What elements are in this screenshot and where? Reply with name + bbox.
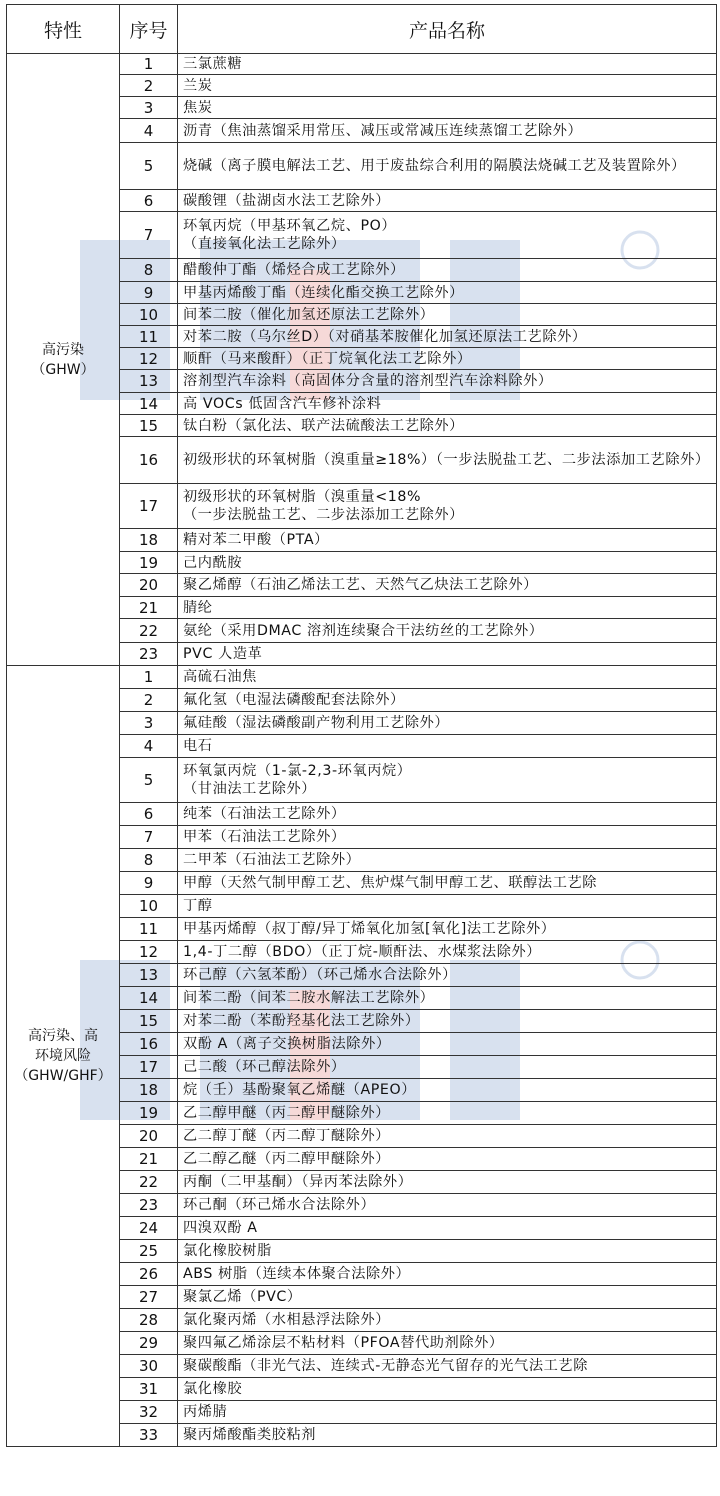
row-number: 19 bbox=[120, 552, 178, 574]
product-name: 钛白粉（氯化法、联产法硫酸法工艺除外） bbox=[178, 415, 717, 437]
row-number: 22 bbox=[120, 1171, 178, 1194]
product-name: 纯苯（石油法工艺除外） bbox=[178, 803, 717, 826]
row-number: 32 bbox=[120, 1401, 178, 1424]
row-number: 26 bbox=[120, 1263, 178, 1286]
row-number: 18 bbox=[120, 1079, 178, 1102]
row-number: 31 bbox=[120, 1378, 178, 1401]
product-name: 腈纶 bbox=[178, 597, 717, 619]
product-name: 甲醇（天然气制甲醇工艺、焦炉煤气制甲醇工艺、联醇法工艺除 bbox=[178, 872, 717, 895]
row-number: 1 bbox=[120, 54, 178, 75]
product-name: 沥青（焦油蒸馏采用常压、减压或常减压连续蒸馏工艺除外） bbox=[178, 119, 717, 143]
product-name: 氨纶（采用DMAC 溶剂连续聚合干法纺丝的工艺除外） bbox=[178, 619, 717, 643]
product-table bbox=[6, 4, 717, 1447]
product-name: 顺酐（马来酸酐）（正丁烷氧化法工艺除外） bbox=[178, 348, 717, 370]
row-number: 11 bbox=[120, 326, 178, 348]
row-number: 3 bbox=[120, 712, 178, 735]
product-name: 氯化橡胶树脂 bbox=[178, 1240, 717, 1263]
product-name: 己内酰胺 bbox=[178, 552, 717, 574]
row-number: 10 bbox=[120, 895, 178, 918]
row-number: 23 bbox=[120, 1194, 178, 1217]
row-number: 16 bbox=[120, 437, 178, 484]
category-cell bbox=[7, 54, 120, 666]
table-row bbox=[7, 54, 717, 75]
row-number: 8 bbox=[120, 259, 178, 282]
row-number: 4 bbox=[120, 735, 178, 758]
product-name: 氟硅酸（湿法磷酸副产物利用工艺除外） bbox=[178, 712, 717, 735]
row-number: 2 bbox=[120, 75, 178, 97]
product-name: 间苯二酚（间苯二胺水解法工艺除外） bbox=[178, 987, 717, 1010]
row-number: 14 bbox=[120, 393, 178, 415]
product-name: 精对苯二甲酸（PTA） bbox=[178, 529, 717, 552]
row-number: 5 bbox=[120, 143, 178, 190]
product-name: 己二酸（环己醇法除外） bbox=[178, 1056, 717, 1079]
product-name: ABS 树脂（连续本体聚合法除外） bbox=[178, 1263, 717, 1286]
product-name: 醋酸仲丁酯（烯烃合成工艺除外） bbox=[178, 259, 717, 282]
product-name: 聚乙烯醇（石油乙烯法工艺、天然气乙炔法工艺除外） bbox=[178, 574, 717, 597]
product-name: 甲基丙烯酸丁酯（连续化酯交换工艺除外） bbox=[178, 282, 717, 304]
row-number: 9 bbox=[120, 282, 178, 304]
product-name: 乙二醇乙醚（丙二醇甲醚除外） bbox=[178, 1148, 717, 1171]
product-name: 烧碱（离子膜电解法工艺、用于废盐综合利用的隔膜法烧碱工艺及装置除外） bbox=[178, 143, 717, 190]
category-label-line: 高污染 bbox=[42, 341, 84, 358]
product-name: 对苯二胺（乌尔丝D）（对硝基苯胺催化加氢还原法工艺除外） bbox=[178, 326, 717, 348]
row-number: 28 bbox=[120, 1309, 178, 1332]
row-number: 15 bbox=[120, 1010, 178, 1033]
row-number: 6 bbox=[120, 803, 178, 826]
product-name: 丙烯腈 bbox=[178, 1401, 717, 1424]
product-name: 间苯二胺（催化加氢还原法工艺除外） bbox=[178, 304, 717, 326]
product-name: 碳酸锂（盐湖卤水法工艺除外） bbox=[178, 190, 717, 212]
product-name: 电石 bbox=[178, 735, 717, 758]
product-name: 聚氯乙烯（PVC） bbox=[178, 1286, 717, 1309]
row-number: 7 bbox=[120, 212, 178, 259]
row-number: 20 bbox=[120, 574, 178, 597]
product-name: 环己醇（六氢苯酚）（环己烯水合法除外） bbox=[178, 964, 717, 987]
product-name: 初级形状的环氧树脂（溴重量<18% （一步法脱盐工艺、二步法添加工艺除外） bbox=[178, 484, 717, 529]
row-number: 3 bbox=[120, 97, 178, 119]
product-name: 环己酮（环己烯水合法除外） bbox=[178, 1194, 717, 1217]
table-row bbox=[7, 666, 717, 689]
product-name: 氯化橡胶 bbox=[178, 1378, 717, 1401]
product-name: 乙二醇丁醚（丙二醇丁醚除外） bbox=[178, 1125, 717, 1148]
header-property: 特性 bbox=[7, 5, 120, 54]
row-number: 16 bbox=[120, 1033, 178, 1056]
row-number: 14 bbox=[120, 987, 178, 1010]
product-name: 二甲苯（石油法工艺除外） bbox=[178, 849, 717, 872]
row-number: 4 bbox=[120, 119, 178, 143]
row-number: 25 bbox=[120, 1240, 178, 1263]
row-number: 17 bbox=[120, 484, 178, 529]
product-name: PVC 人造革 bbox=[178, 643, 717, 666]
category-label-line: 环境风险 bbox=[35, 1048, 91, 1064]
row-number: 19 bbox=[120, 1102, 178, 1125]
product-name: 丁醇 bbox=[178, 895, 717, 918]
row-number: 12 bbox=[120, 941, 178, 964]
product-name: 溶剂型汽车涂料（高固体分含量的溶剂型汽车涂料除外） bbox=[178, 370, 717, 393]
header-number: 序号 bbox=[120, 5, 178, 54]
row-number: 5 bbox=[120, 758, 178, 803]
product-name: 聚四氟乙烯涂层不粘材料（PFOA替代助剂除外） bbox=[178, 1332, 717, 1355]
product-name: 1,4-丁二醇（BDO）（正丁烷-顺酐法、水煤浆法除外） bbox=[178, 941, 717, 964]
row-number: 21 bbox=[120, 597, 178, 619]
row-number: 9 bbox=[120, 872, 178, 895]
row-number: 11 bbox=[120, 918, 178, 941]
product-name: 丙酮（二甲基酮）（异丙苯法除外） bbox=[178, 1171, 717, 1194]
product-name: 环氧丙烷（甲基环氧乙烷、PO） （直接氧化法工艺除外） bbox=[178, 212, 717, 259]
row-number: 33 bbox=[120, 1424, 178, 1447]
product-name: 甲苯（石油法工艺除外） bbox=[178, 826, 717, 849]
product-name: 双酚 A（离子交换树脂法除外） bbox=[178, 1033, 717, 1056]
row-number: 1 bbox=[120, 666, 178, 689]
category-cell bbox=[7, 666, 120, 1447]
product-name: 兰炭 bbox=[178, 75, 717, 97]
row-number: 17 bbox=[120, 1056, 178, 1079]
category-label-line: （GHW/GHF） bbox=[14, 1068, 112, 1084]
product-name: 环氧氯丙烷（1-氯-2,3-环氧丙烷） （甘油法工艺除外） bbox=[178, 758, 717, 803]
row-number: 24 bbox=[120, 1217, 178, 1240]
product-name: 焦炭 bbox=[178, 97, 717, 119]
row-number: 22 bbox=[120, 619, 178, 643]
row-number: 21 bbox=[120, 1148, 178, 1171]
row-number: 13 bbox=[120, 370, 178, 393]
category-label-line: （GHW） bbox=[31, 361, 95, 378]
product-name: 甲基丙烯醇（叔丁醇/异丁烯氧化加氢[氧化]法工艺除外） bbox=[178, 918, 717, 941]
product-name: 烷（壬）基酚聚氧乙烯醚（APEO） bbox=[178, 1079, 717, 1102]
product-name: 初级形状的环氧树脂（溴重量≥18%）（一步法脱盐工艺、二步法添加工艺除外） bbox=[178, 437, 717, 484]
product-name: 乙二醇甲醚（丙二醇甲醚除外） bbox=[178, 1102, 717, 1125]
row-number: 6 bbox=[120, 190, 178, 212]
product-name: 高硫石油焦 bbox=[178, 666, 717, 689]
row-number: 23 bbox=[120, 643, 178, 666]
product-name: 三氯蔗糖 bbox=[178, 54, 717, 75]
row-number: 29 bbox=[120, 1332, 178, 1355]
product-name: 对苯二酚（苯酚羟基化法工艺除外） bbox=[178, 1010, 717, 1033]
row-number: 15 bbox=[120, 415, 178, 437]
row-number: 8 bbox=[120, 849, 178, 872]
row-number: 2 bbox=[120, 689, 178, 712]
table-body bbox=[7, 54, 717, 1447]
row-number: 10 bbox=[120, 304, 178, 326]
row-number: 27 bbox=[120, 1286, 178, 1309]
row-number: 20 bbox=[120, 1125, 178, 1148]
product-name: 四溴双酚 A bbox=[178, 1217, 717, 1240]
row-number: 18 bbox=[120, 529, 178, 552]
product-name: 氟化氢（电湿法磷酸配套法除外） bbox=[178, 689, 717, 712]
product-name: 高 VOCs 低固含汽车修补涂料 bbox=[178, 393, 717, 415]
row-number: 13 bbox=[120, 964, 178, 987]
row-number: 7 bbox=[120, 826, 178, 849]
product-name: 聚丙烯酸酯类胶粘剂 bbox=[178, 1424, 717, 1447]
header-row bbox=[7, 5, 717, 54]
category-label-line: 高污染、高 bbox=[28, 1028, 98, 1044]
row-number: 12 bbox=[120, 348, 178, 370]
product-name: 聚碳酸酯（非光气法、连续式-无静态光气留存的光气法工艺除 bbox=[178, 1355, 717, 1378]
row-number: 30 bbox=[120, 1355, 178, 1378]
product-name: 氯化聚丙烯（水相悬浮法除外） bbox=[178, 1309, 717, 1332]
header-product-name: 产品名称 bbox=[178, 5, 717, 54]
